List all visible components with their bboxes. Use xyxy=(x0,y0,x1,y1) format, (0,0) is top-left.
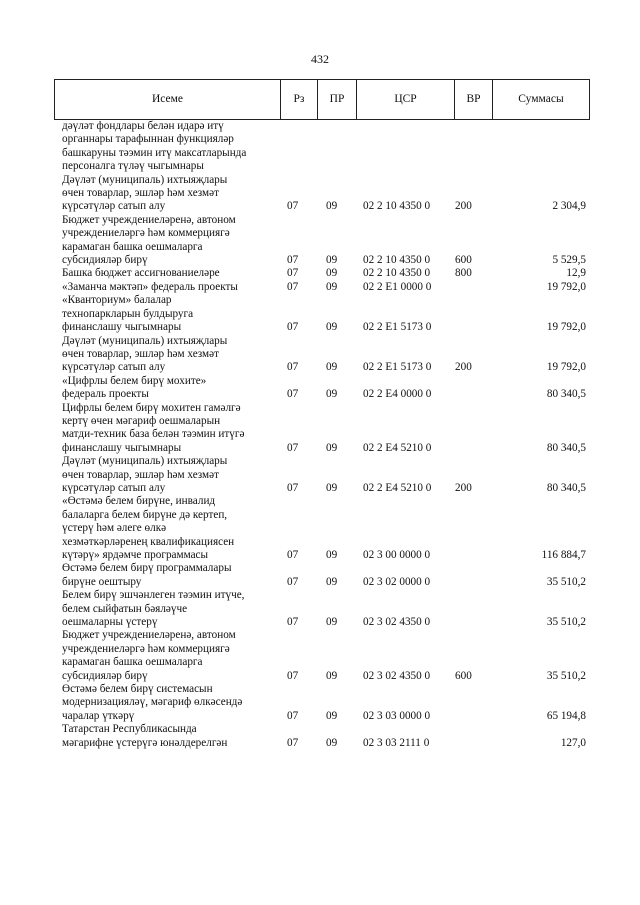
row-csr: 02 2 E1 5173 0 xyxy=(363,321,432,334)
row-name-line: чаралар үткәрү xyxy=(62,709,135,722)
row-sum: 12,9 xyxy=(566,267,586,280)
row-name-line: дәүләт фондлары белән идарә итү xyxy=(62,120,224,132)
row-pr: 09 xyxy=(326,254,338,267)
table-row xyxy=(54,120,590,174)
row-rz: 07 xyxy=(287,321,299,334)
row-name xyxy=(54,495,274,562)
row-name xyxy=(54,120,274,174)
row-sum: 116 884,7 xyxy=(541,549,586,561)
row-pr: 09 xyxy=(326,481,338,494)
row-pr: 09 xyxy=(326,441,338,454)
row-name-line: хезмәткәрләренең квалификациясен xyxy=(62,535,235,548)
row-name-line: органнары тарафыннан функцияләр xyxy=(62,133,234,146)
row-pr: 09 xyxy=(326,361,338,374)
row-name xyxy=(54,402,274,456)
row-name-line: балаларга белем бирүне дә кертеп, xyxy=(62,508,228,521)
row-name-line: модернизацияләү, мәгариф өлкәсендә xyxy=(62,696,243,709)
row-sum: 35 510,2 xyxy=(546,575,586,588)
row-name-line: технопаркларын булдыруга xyxy=(62,307,194,320)
row-name-line: Бюджет учреждениеләренә, автоном xyxy=(62,213,236,226)
row-sum: 19 792,0 xyxy=(546,280,586,293)
table-row xyxy=(54,589,590,629)
row-csr: 02 2 E4 0000 0 xyxy=(363,388,432,401)
row-rz: 07 xyxy=(287,267,299,280)
row-name-line: «Цифрлы белем бирү мохите» xyxy=(62,374,207,387)
column-header-vr: ВР xyxy=(455,80,493,119)
row-pr: 09 xyxy=(326,669,338,682)
row-name-line: карамаган башка оешмаларга xyxy=(62,656,203,669)
row-pr: 09 xyxy=(326,388,338,401)
row-sum: 35 510,2 xyxy=(546,669,586,682)
column-header-sum: Суммасы xyxy=(518,93,564,105)
row-name xyxy=(54,281,274,294)
row-rz: 07 xyxy=(287,254,299,267)
row-vr: 200 xyxy=(455,200,472,213)
row-name xyxy=(54,455,274,495)
table-row xyxy=(54,629,590,683)
row-name-line: «Өстәмә белем бирүне, инвалид xyxy=(62,495,216,508)
row-name-line: Өстәмә белем бирү системасын xyxy=(62,683,213,696)
row-vr: 200 xyxy=(455,361,472,374)
table-row xyxy=(54,281,590,294)
row-rz: 07 xyxy=(287,200,299,213)
table-row xyxy=(54,455,590,495)
table-row xyxy=(54,375,590,402)
row-name-line: күрсәтүләр сатып алу xyxy=(62,481,166,494)
table-row xyxy=(54,214,590,268)
row-name xyxy=(54,375,274,402)
row-vr: 600 xyxy=(455,254,472,267)
row-sum: 80 340,5 xyxy=(546,481,586,494)
row-vr: 200 xyxy=(455,481,472,494)
row-pr: 09 xyxy=(326,709,338,722)
row-pr: 09 xyxy=(326,549,338,561)
row-vr: 600 xyxy=(455,669,472,682)
row-name xyxy=(54,294,274,334)
row-csr: 02 3 02 4350 0 xyxy=(363,616,431,629)
row-name-line: белем сыйфатын бәяләүче xyxy=(62,602,188,615)
row-sum: 5 529,5 xyxy=(552,254,586,267)
row-name-line: үстерү һәм әлеге өлкә xyxy=(62,522,167,535)
row-sum: 35 510,2 xyxy=(546,616,586,629)
page-number: 432 xyxy=(311,52,329,66)
row-pr: 09 xyxy=(326,267,338,280)
row-name xyxy=(54,589,274,629)
row-rz: 07 xyxy=(287,575,299,588)
row-name-line: субсидияләр бирү xyxy=(62,669,148,682)
row-rz: 07 xyxy=(287,616,299,629)
row-name-line: өчен товарлар, эшләр һәм хезмәт xyxy=(62,187,219,200)
row-pr: 09 xyxy=(326,280,338,293)
table-row xyxy=(54,335,590,375)
row-rz: 07 xyxy=(287,709,299,722)
row-name-line: персоналга түләү чыгымнары xyxy=(62,160,204,173)
row-sum: 2 304,9 xyxy=(552,200,586,213)
column-header-csr: ЦСР xyxy=(357,80,455,119)
row-name-line: мәгарифне үстерүгә юнәлдерелгән xyxy=(62,736,228,749)
row-sum: 80 340,5 xyxy=(546,441,586,454)
row-name xyxy=(54,174,274,214)
table-row xyxy=(54,174,590,214)
row-name-line: учреждениеләргә һәм коммерциягә xyxy=(62,227,230,240)
row-name-line: «Кванториум» балалар xyxy=(62,294,172,307)
row-rz: 07 xyxy=(287,669,299,682)
row-pr: 09 xyxy=(326,200,338,213)
row-rz: 07 xyxy=(287,280,299,293)
column-header-pr: ПР xyxy=(318,80,357,119)
row-name-line: күтәрү» ярдәмче программасы xyxy=(62,549,209,561)
table-row xyxy=(54,402,590,456)
row-name-line: Дәүләт (муниципаль) ихтыяҗлары xyxy=(62,334,228,347)
table-header xyxy=(54,79,590,120)
row-name-line: матди-техник база белән тәэмин итүгә xyxy=(62,428,245,441)
row-pr: 09 xyxy=(326,575,338,588)
row-name-line: бирүне оештыру xyxy=(62,575,142,588)
row-name-line: Башка бюджет ассигнованиеләре xyxy=(62,267,220,280)
row-name xyxy=(54,723,274,750)
row-name-line: өчен товарлар, эшләр һәм хезмәт xyxy=(62,347,219,360)
table-row xyxy=(54,495,590,562)
row-name-line: финанслашу чыгымнары xyxy=(62,321,182,334)
row-name-line: Бюджет учреждениеләренә, автоном xyxy=(62,629,236,642)
row-csr: 02 2 10 4350 0 xyxy=(363,200,431,213)
row-csr: 02 2 E1 5173 0 xyxy=(363,361,432,374)
row-csr: 02 2 E1 0000 0 xyxy=(363,280,432,293)
row-csr: 02 2 E4 5210 0 xyxy=(363,441,432,454)
row-rz: 07 xyxy=(287,388,299,401)
row-csr: 02 2 E4 5210 0 xyxy=(363,481,432,494)
row-rz: 07 xyxy=(287,441,299,454)
row-pr: 09 xyxy=(326,321,338,334)
row-csr: 02 3 03 2111 0 xyxy=(363,736,430,749)
row-name-line: учреждениеләргә һәм коммерциягә xyxy=(62,642,230,655)
row-rz: 07 xyxy=(287,361,299,374)
row-name-line: субсидияләр бирү xyxy=(62,254,148,267)
row-name-line: күрсәтүләр сатып алу xyxy=(62,200,166,213)
table-row xyxy=(54,723,590,750)
row-name-line: Цифрлы белем бирү мохитен гамәлгә xyxy=(62,401,241,414)
table-row xyxy=(54,683,590,723)
row-name-line: өчен товарлар, эшләр һәм хезмәт xyxy=(62,468,219,481)
table-row xyxy=(54,562,590,589)
row-csr: 02 3 02 0000 0 xyxy=(363,575,431,588)
row-name-line: күрсәтүләр сатып алу xyxy=(62,361,166,374)
row-name xyxy=(54,562,274,589)
table-row xyxy=(54,267,590,280)
row-name-line: Өстәмә белем бирү программалары xyxy=(62,562,232,575)
row-name xyxy=(54,214,274,268)
row-name-line: оешмаларны үстерү xyxy=(62,616,158,629)
row-name-line: Татарстан Республикасында xyxy=(62,723,197,736)
column-header-name: Исеме xyxy=(55,80,281,119)
row-name xyxy=(54,683,274,723)
row-csr: 02 2 10 4350 0 xyxy=(363,254,431,267)
row-name-line: Белем бирү эшчәнлеген тәэмин итүче, xyxy=(62,589,245,602)
column-header-rz: Рз xyxy=(281,80,318,119)
row-vr: 800 xyxy=(455,267,472,280)
row-name xyxy=(54,267,274,280)
row-csr: 02 2 10 4350 0 xyxy=(363,267,431,280)
row-rz: 07 xyxy=(287,736,299,749)
table-body xyxy=(54,120,590,750)
row-csr: 02 3 02 4350 0 xyxy=(363,669,431,682)
row-pr: 09 xyxy=(326,616,338,629)
row-rz: 07 xyxy=(287,481,299,494)
row-name-line: федераль проекты xyxy=(62,388,149,401)
row-name xyxy=(54,629,274,683)
row-pr: 09 xyxy=(326,736,338,749)
row-name-line: Дәүләт (муниципаль) ихтыяҗлары xyxy=(62,173,228,186)
row-sum: 80 340,5 xyxy=(546,388,586,401)
row-rz: 07 xyxy=(287,549,299,561)
row-sum: 127,0 xyxy=(560,736,586,749)
row-csr: 02 3 00 0000 0 xyxy=(363,549,431,561)
row-name-line: башкаруны тәэмин итү максатларында xyxy=(62,146,247,159)
row-name-line: финанслашу чыгымнары xyxy=(62,441,182,454)
row-name-line: кертү өчен мәгариф оешмаларын xyxy=(62,414,221,427)
row-name-line: «Заманча мәктәп» федераль проекты xyxy=(62,280,238,293)
table-row xyxy=(54,294,590,334)
row-name xyxy=(54,335,274,375)
row-name-line: Дәүләт (муниципаль) ихтыяҗлары xyxy=(62,455,228,468)
row-name-line: карамаган башка оешмаларга xyxy=(62,240,203,253)
row-csr: 02 3 03 0000 0 xyxy=(363,709,431,722)
row-sum: 19 792,0 xyxy=(546,361,586,374)
row-sum: 19 792,0 xyxy=(546,321,586,334)
row-sum: 65 194,8 xyxy=(546,709,586,722)
